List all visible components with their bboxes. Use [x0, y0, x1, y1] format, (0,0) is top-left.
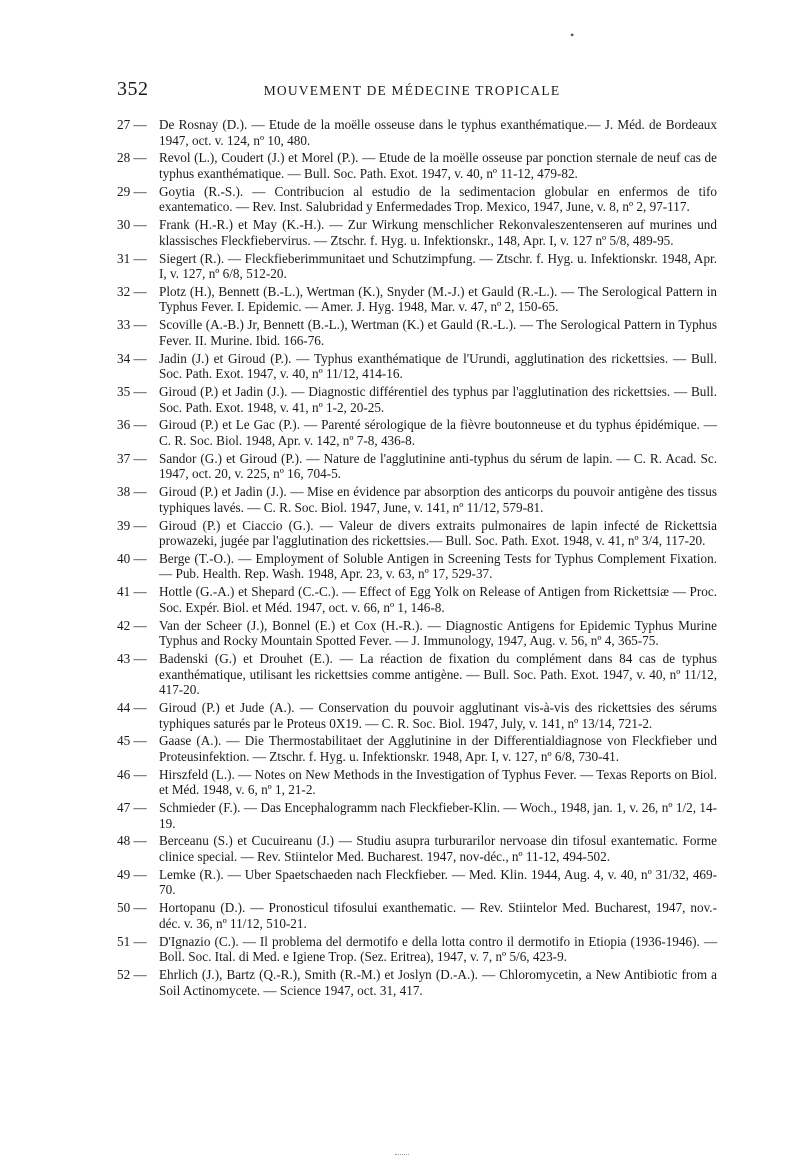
reference-number: 34 — — [117, 350, 147, 366]
reference-text: Hortopanu (D.). — Pronosticul tifosului exanthematic. — Rev. Stiintelor Med. Bucharest, 1947, nov.-déc. v. 36, nº 11/12, 510-21. — [159, 900, 717, 931]
reference-text: Giroud (P.) et Jude (A.). — Conservation du pouvoir agglutinant vis-à-vis des rickettsies des sérums typhiques saturés par le Proteus 0X19. — C. R. Soc. Biol. 1947, July, v. 141, nº 13/14, 721-2. — [159, 699, 717, 731]
reference-text: Hirszfeld (L.). — Notes on New Methods in the Investigation of Typhus Fever. — Texas Reports on Biol. et Méd. 1948, v. 6, nº 1, 21-2. — [159, 766, 717, 798]
reference-number: 27 — — [117, 117, 147, 132]
reference-number: 32 — — [117, 283, 147, 299]
reference-item — [117, 584, 717, 615]
reference-number: 40 — — [117, 550, 147, 566]
reference-item — [117, 700, 717, 731]
reference-item — [117, 867, 717, 898]
reference-text: Revol (L.), Coudert (J.) et Morel (P.). — Etude de la moëlle osseuse par ponction sternale de neuf cas de typhus exanthématique. — Bull. Soc. Path. Exot. 1947, v. 40, nº 11-12, 479-82. — [159, 150, 717, 181]
reference-number: 29 — — [117, 183, 147, 199]
reference-text: Berceanu (S.) et Cucuireanu (J.) — Studiu asupra turburarilor nervoase din tifosul exantematic. Forme clinice special. — Rev. Stiintelor Med. Bucharest. 1947, nov-déc., nº 11-12, 494-502. — [159, 833, 717, 865]
reference-item — [117, 934, 717, 965]
reference-number: 28 — — [117, 150, 147, 166]
reference-item — [117, 518, 717, 549]
reference-number: 52 — — [117, 966, 147, 982]
reference-text: Berge (T.-O.). — Employment of Soluble Antigen in Screening Tests for Typhus Complement Fixation. — Pub. Health. Rep. Wash. 1948, Apr. 23, v. 63, nº 17, 529-37. — [159, 550, 717, 582]
running-head — [117, 78, 707, 102]
reference-number: 46 — — [117, 766, 147, 782]
reference-text: Frank (H.-R.) et May (K.-H.). — Zur Wirkung menschlicher Rekonvaleszentenseren auf murines und klassisches Fleckfiebervirus. — Ztschr. f. Hyg. u. Infektionskr., 148, Apr. I, v. 127 nº 5/8, 489-95. — [159, 217, 717, 248]
page-number: 352 — [117, 78, 149, 100]
reference-item — [117, 317, 717, 348]
reference-text: Van der Scheer (J.), Bonnel (E.) et Cox (H.-R.). — Diagnostic Antigens for Epidemic Typhus Murine Typhus and Rocky Mountain Spotted Fever. — J. Immunology, 1947, Aug. v. 56, nº 4, 365-75. — [159, 617, 717, 649]
reference-text: D'Ignazio (C.). — Il problema del dermotifo e della lotta contro il dermotifo in Etiopia (1936-1946). — Boll. Soc. Ital. di Med. e Igiene Trop. (Sez. Eritrea), 1947, v. 7, nº 5/6, 423-9. — [159, 933, 717, 965]
reference-text: Goytia (R.-S.). — Contribucion al estudio de la sedimentacion globular en enfermos de tifo exantematico. — Rev. Inst. Salubridad y Enfermedades Trop. Mexico, 1947, June, v. 8, nº 2, 97-117. — [159, 183, 717, 215]
reference-item — [117, 384, 717, 415]
reference-text: Jadin (J.) et Giroud (P.). — Typhus exanthématique de l'Urundi, agglutination des rickettsies. — Bull. Soc. Path. Exot. 1947, v. 40, nº 11/12, 414-16. — [159, 350, 717, 382]
running-title: MOUVEMENT DE MÉDECINE TROPICALE — [263, 83, 561, 98]
reference-number: 48 — — [117, 833, 147, 849]
reference-number: 43 — — [117, 651, 147, 666]
reference-number: 45 — — [117, 733, 147, 749]
reference-text: Giroud (P.) et Le Gac (P.). — Parenté sérologique de la fièvre boutonneuse et du typhus épidémique. — C. R. Soc. Biol. 1948, Apr. v. 142, nº 7-8, 436-8. — [159, 417, 717, 448]
reference-item — [117, 767, 717, 798]
reference-item — [117, 733, 717, 764]
reference-number: 30 — — [117, 217, 147, 233]
reference-item — [117, 284, 717, 315]
reference-number: 33 — — [117, 317, 147, 333]
reference-number: 31 — — [117, 250, 147, 266]
reference-item — [117, 251, 717, 282]
reference-list — [117, 117, 717, 1000]
reference-item — [117, 417, 717, 448]
reference-number: 39 — — [117, 517, 147, 533]
reference-text: Badenski (G.) et Drouhet (E.). — La réaction de fixation du complément dans 84 cas de typhus exanthématique, utilisant les rickettsies comme antigène. — Bull. Soc. Path. Exot. 1947, v. 40, nº 11/12, 417-20. — [159, 651, 717, 698]
reference-item — [117, 484, 717, 515]
reference-text: Plotz (H.), Bennett (B.-L.), Wertman (K.), Snyder (M.-J.) et Gauld (R.-L.). — The Serological Pattern in Typhus Fever. I. Epidemic. — Amer. J. Hyg. 1948, Mar. v. 47, nº 2, 150-65. — [159, 283, 717, 315]
reference-number: 37 — — [117, 450, 147, 466]
reference-item — [117, 451, 717, 482]
corner-mark: • — [570, 28, 575, 42]
reference-item — [117, 551, 717, 582]
reference-number: 35 — — [117, 384, 147, 399]
reference-text: Hottle (G.-A.) et Shepard (C.-C.). — Effect of Egg Yolk on Release of Antigen from Rickettsiæ — Proc. Soc. Expér. Biol. et Méd. 1947, oct. v. 66, nº 1, 146-8. — [159, 584, 717, 615]
reference-text: Lemke (R.). — Uber Spaetschaeden nach Fleckfieber. — Med. Klin. 1944, Aug. 4, v. 40, nº 31/32, 469-70. — [159, 866, 717, 898]
reference-text: Sandor (G.) et Giroud (P.). — Nature de l'agglutinine anti-typhus du sérum de lapin. — C. R. Acad. Sc. 1947, oct. 20, v. 225, nº 16, 704-5. — [159, 450, 717, 482]
reference-text: Ehrlich (J.), Bartz (Q.-R.), Smith (R.-M.) et Joslyn (D.-A.). — Chloromycetin, a New Antibiotic from a Soil Actinomycete. — Science 1947, oct. 31, 417. — [159, 966, 717, 998]
reference-number: 38 — — [117, 484, 147, 500]
reference-number: 42 — — [117, 617, 147, 633]
reference-text: Giroud (P.) et Jadin (J.). — Diagnostic différentiel des typhus par l'agglutination des rickettsies. — Bull. Soc. Path. Exot. 1948, v. 41, nº 1-2, 20-25. — [159, 384, 717, 415]
reference-number: 47 — — [117, 800, 147, 816]
reference-number: 51 — — [117, 933, 147, 949]
reference-text: Giroud (P.) et Ciaccio (G.). — Valeur de divers extraits pulmonaires de lapin infecté de Rickettsia prowazeki, jugée par l'agglutination des rickettsies.— Bull. Soc. Path. Exot. 1948, v. 41, nº 3/4, 117-20. — [159, 517, 717, 549]
reference-text: Schmieder (F.). — Das Encephalogramm nach Fleckfieber-Klin. — Woch., 1948, jan. 1, v. 26, nº 1/2, 14-19. — [159, 800, 717, 831]
reference-text: Siegert (R.). — Fleckfieberimmunitaet und Schutzimpfung. — Ztschr. f. Hyg. u. Infektionskr. 1948, Apr. I, v. 127, nº 6/8, 512-20. — [159, 250, 717, 282]
reference-number: 36 — — [117, 417, 147, 433]
reference-item — [117, 117, 717, 148]
reference-text: Giroud (P.) et Jadin (J.). — Mise en évidence par absorption des anticorps du pouvoir antigène des tissus typhiques lavés. — C. R. Soc. Biol. 1947, June, v. 141, nº 11/12, 579-81. — [159, 484, 717, 515]
reference-item — [117, 651, 717, 698]
reference-item — [117, 217, 717, 248]
reference-text: Scoville (A.-B.) Jr, Bennett (B.-L.), Wertman (K.) et Gauld (R.-L.). — The Serological Pattern in Typhus Fever. II. Murine. Ibid. 166-76. — [159, 317, 717, 348]
footer-mark — [395, 1148, 409, 1155]
reference-item — [117, 900, 717, 931]
reference-item — [117, 150, 717, 181]
reference-item — [117, 800, 717, 831]
reference-text: De Rosnay (D.). — Etude de la moëlle osseuse dans le typhus exanthématique.— J. Méd. de Bordeaux 1947, oct. v. 124, nº 10, 480. — [159, 117, 717, 148]
reference-item — [117, 351, 717, 382]
reference-item — [117, 184, 717, 215]
reference-item — [117, 618, 717, 649]
reference-item — [117, 833, 717, 864]
reference-number: 44 — — [117, 699, 147, 715]
reference-number: 41 — — [117, 584, 147, 600]
reference-number: 49 — — [117, 866, 147, 882]
reference-text: Gaase (A.). — Die Thermostabilitaet der Agglutinine in der Differentialdiagnose von Fleckfieber und Proteusinfektion. — Ztschr. f. Hyg. u. Infektionskr. 1948, Apr. I, v. 127, nº 6/8, 730-41. — [159, 733, 717, 764]
reference-number: 50 — — [117, 900, 147, 916]
reference-item — [117, 967, 717, 998]
